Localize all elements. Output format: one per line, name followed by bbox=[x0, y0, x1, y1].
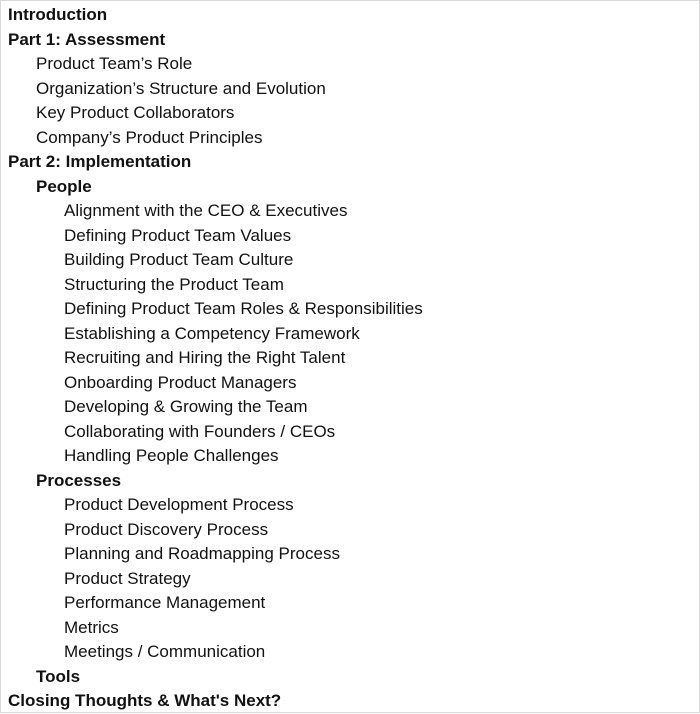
toc-item: Product Discovery Process bbox=[64, 519, 269, 539]
toc-item: Product Development Process bbox=[64, 495, 294, 514]
toc-item: Key Product Collaborators bbox=[36, 103, 235, 122]
toc-item: Structuring the Product Team bbox=[64, 274, 284, 294]
toc-processes-heading: Processes bbox=[36, 470, 122, 490]
toc-item: Collaborating with Founders / CEOs bbox=[64, 421, 336, 441]
toc-item: Company’s Product Principles bbox=[36, 127, 263, 147]
toc-item: Defining Product Team Roles & Responsibilities bbox=[64, 299, 423, 318]
toc-item: Product Team’s Role bbox=[36, 54, 193, 73]
table-of-contents bbox=[8, 3, 423, 714]
toc-item: Recruiting and Hiring the Right Talent bbox=[64, 348, 346, 367]
toc-item: Establishing a Competency Framework bbox=[64, 323, 360, 343]
toc-closing: Closing Thoughts & What's Next? bbox=[8, 691, 282, 710]
toc-part2-heading: Part 2: Implementation bbox=[8, 152, 192, 171]
toc-people-heading: People bbox=[36, 176, 92, 196]
toc-item: Product Strategy bbox=[64, 568, 191, 588]
toc-item: Handling People Challenges bbox=[64, 446, 279, 465]
toc-item: Performance Management bbox=[64, 593, 266, 612]
toc-item: Onboarding Product Managers bbox=[64, 372, 297, 392]
toc-item: Metrics bbox=[64, 617, 119, 637]
toc-tools-heading: Tools bbox=[36, 666, 81, 686]
toc-part1-heading: Part 1: Assessment bbox=[8, 29, 166, 49]
toc-item: Organization’s Structure and Evolution bbox=[36, 78, 326, 98]
toc-item: Planning and Roadmapping Process bbox=[64, 544, 340, 563]
toc-item: Alignment with the CEO & Executives bbox=[64, 201, 348, 220]
toc-item: Defining Product Team Values bbox=[64, 225, 292, 245]
toc-item: Building Product Team Culture bbox=[64, 250, 294, 269]
toc-introduction: Introduction bbox=[8, 5, 108, 24]
toc-item: Meetings / Communication bbox=[64, 642, 266, 661]
toc-item: Developing & Growing the Team bbox=[64, 397, 308, 416]
